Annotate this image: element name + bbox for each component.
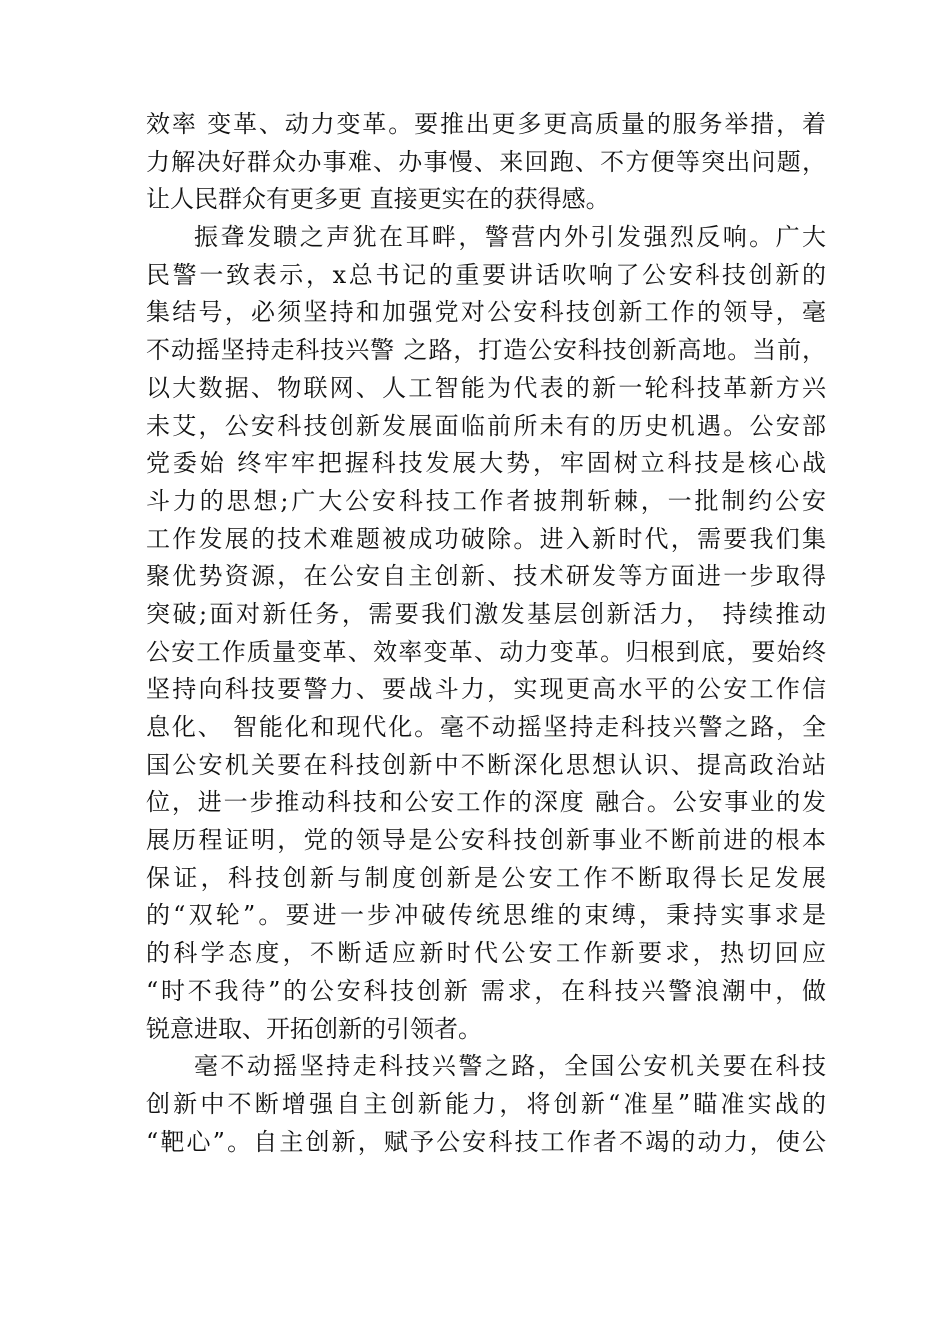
- text-line: 效率 变革、动力变革。要推出更多更高质量的服务举措，着: [146, 110, 826, 138]
- text-line: 展历程证明，党的领导是公安科技创新事业不断前进的根本: [146, 826, 826, 855]
- text-line: 斗力的思想;广大公安科技工作者披荆斩棘，一批制约公安: [146, 486, 826, 515]
- text-line: 公安工作质量变革、效率变革、动力变革。归根到底，要始终: [146, 637, 826, 666]
- text-line: 以大数据、物联网、人工智能为代表的新一轮科技革新方兴: [146, 373, 826, 402]
- paragraph-first-line: 振聋发聩之声犹在耳畔，警营内外引发强烈反响。广大: [194, 223, 826, 252]
- text-line: 保证，科技创新与制度创新是公安工作不断取得长足发展: [146, 863, 826, 892]
- text-line: 工作发展的技术难题被成功破除。进入新时代，需要我们集: [146, 524, 826, 553]
- text-line: 集结号，必须坚持和加强党对公安科技创新工作的领导，毫: [146, 298, 826, 327]
- body-text: [146, 106, 826, 1161]
- text-line: 创新中不断增强自主创新能力，将创新“准星”瞄准实战的: [146, 1089, 826, 1118]
- text-line: 锐意进取、开拓创新的引领者。: [146, 1014, 482, 1043]
- text-line: 国公安机关要在科技创新中不断深化思想认识、提高政治站: [146, 750, 826, 779]
- text-line: 息化、 智能化和现代化。毫不动摇坚持走科技兴警之路，全: [146, 713, 826, 741]
- text-line: 位，进一步推动科技和公安工作的深度 融合。公安事业的发: [146, 788, 826, 817]
- text-line: 的科学态度，不断适应新时代公安工作新要求，热切回应: [146, 939, 826, 968]
- text-line: 的“双轮”。要进一步冲破传统思维的束缚，秉持实事求是: [146, 901, 826, 930]
- text-line: 力解决好群众办事难、办事慢、来回跑、不方便等突出问题，: [146, 147, 826, 176]
- text-line: 聚优势资源，在公安自主创新、技术研发等方面进一步取得: [146, 562, 826, 591]
- text-line: 党委始 终牢牢把握科技发展大势，牢固树立科技是核心战: [146, 449, 826, 478]
- text-line: 让人民群众有更多更 直接更实在的获得感。: [146, 185, 610, 214]
- text-line: 突破;面对新任务，需要我们激发基层创新活力， 持续推动: [146, 599, 826, 628]
- text-line: “靶心”。自主创新，赋予公安科技工作者不竭的动力，使公: [146, 1127, 826, 1156]
- paragraph-first-line: 毫不动摇坚持走科技兴警之路，全国公安机关要在科技: [194, 1052, 826, 1081]
- text-line: 不动摇坚持走科技兴警 之路，打造公安科技创新高地。当前，: [146, 336, 826, 365]
- text-line: 坚持向科技要警力、要战斗力，实现更高水平的公安工作信: [146, 675, 826, 704]
- text-line: “时不我待”的公安科技创新 需求，在科技兴警浪潮中，做: [146, 976, 826, 1005]
- text-line: 民警一致表示，x总书记的重要讲话吹响了公安科技创新的: [146, 260, 826, 289]
- text-line: 未艾，公安科技创新发展面临前所未有的历史机遇。公安部: [146, 411, 826, 440]
